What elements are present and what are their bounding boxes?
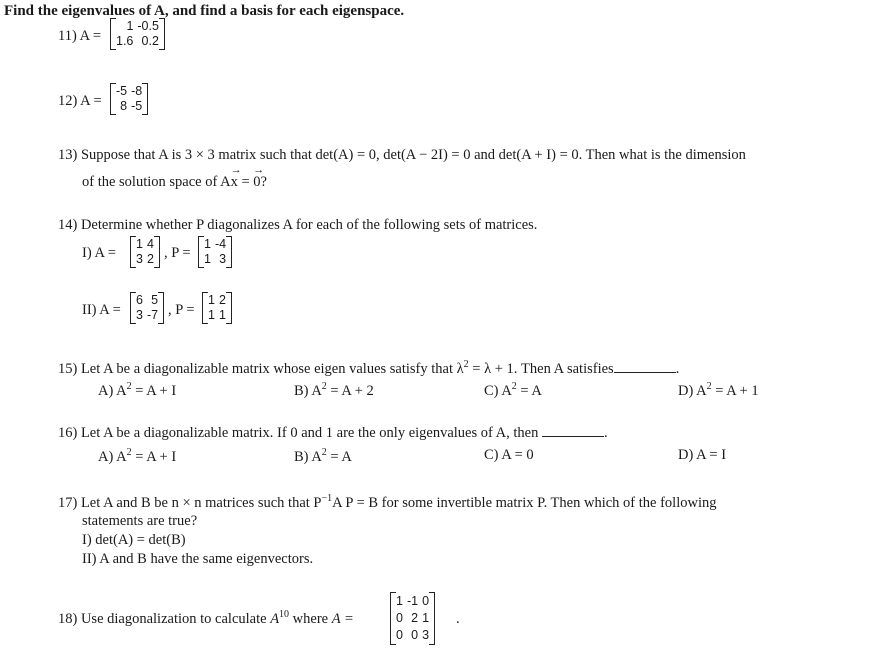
matrix-entry: -1 — [406, 594, 419, 608]
q15-stem: 15) Let A be a diagonalizable matrix whose eigen values satisfy that $\lambda^2 = \lambda + 1$. Then A satisfies . — [58, 359, 680, 377]
q15-d-pre: D) A — [678, 383, 707, 399]
matrix-entry: 3 — [219, 252, 227, 266]
matrix-entry: 1 — [208, 308, 215, 322]
matrix-entry: -7 — [146, 308, 159, 322]
q15-c-exp: 2 — [511, 381, 517, 392]
q15-d-post: = A + 1 — [711, 383, 759, 399]
q15-option-c[interactable] — [484, 382, 542, 399]
q15-option-a[interactable] — [98, 382, 176, 399]
q15-stem-b: = λ + 1. Then A satisfies — [468, 361, 614, 377]
q18-stem-b: where — [289, 611, 332, 627]
q17-line2: statements are true? — [82, 513, 198, 529]
q13-question-mark: ? — [260, 174, 267, 190]
q14-ii-p-label: , P = — [168, 302, 195, 318]
q15-stem-a: 15) Let A be a diagonalizable matrix whose eigen values satisfy that λ — [58, 361, 464, 377]
q16-b-post: = A — [326, 449, 352, 465]
q17-statement-1: I) det(A) = det(B) — [82, 532, 186, 548]
q15-b-post: = A + 2 — [326, 383, 374, 399]
matrix-entry: 2 — [146, 252, 154, 266]
matrix-entry: 1 — [126, 19, 134, 33]
q13-line2 — [82, 175, 267, 190]
matrix-entry: -5 — [116, 84, 128, 98]
q18-period: . — [456, 611, 460, 627]
q12-label: 12) A = — [58, 93, 102, 109]
matrix-entry: 1 — [204, 237, 211, 251]
q17-statement-2: II) A and B have the same eigenvectors. — [82, 551, 314, 567]
q15-b-pre: B) A — [294, 383, 322, 399]
q16-option-c[interactable]: C) A = 0 — [484, 447, 534, 463]
matrix-entry: 0 — [422, 594, 430, 608]
matrix-entry: 1 — [208, 293, 215, 307]
q11-matrix — [110, 18, 165, 50]
q16-option-b[interactable] — [294, 448, 352, 465]
q13-vector-zero: → 0 — [253, 175, 260, 190]
matrix-entry: 0.2 — [141, 34, 159, 48]
q16-a-exp: 2 — [126, 447, 132, 458]
q15-c-post: = A — [516, 383, 542, 399]
matrix-entry: 1 — [136, 237, 143, 251]
matrix-entry: -4 — [214, 237, 227, 251]
matrix-entry: 1 — [218, 308, 226, 322]
q17-inverse-exp: −1 — [321, 493, 333, 504]
matrix-entry: 3 — [136, 252, 143, 266]
matrix-entry: 8 — [120, 99, 128, 113]
q13-line2-prefix: of the solution space of A — [82, 174, 231, 190]
matrix-entry: 1 — [396, 594, 403, 608]
q18-stem — [58, 610, 354, 627]
q15-exponent: 2 — [463, 359, 469, 370]
q13-line1: 13) Suppose that A is 3 × 3 matrix such that det(A) = 0, det(A − 2I) = 0 and det(A + I) = 0. Then what is the dimension — [58, 147, 746, 163]
q13-vector-x: → x — [231, 175, 238, 190]
matrix-entry: 2 — [411, 611, 419, 625]
q16-b-pre: B) A — [294, 449, 322, 465]
q15-option-d[interactable] — [678, 382, 759, 399]
matrix-entry: -8 — [131, 84, 143, 98]
matrix-entry: 3 — [422, 628, 430, 642]
q15-option-b[interactable] — [294, 382, 374, 399]
matrix-entry: 2 — [218, 293, 226, 307]
q16-stem: 16) Let A be a diagonalizable matrix. If 0 and 1 are the only eigenvalues of A, then . — [58, 425, 608, 441]
q15-a-pre: A) A — [98, 383, 127, 399]
q17-stem-b: A P = B for some invertible matrix P. Then which of the following — [332, 495, 717, 511]
q15-a-post: = A + I — [131, 383, 177, 399]
matrix-entry: 0 — [411, 628, 419, 642]
matrix-entry: 0 — [396, 611, 403, 625]
q15-answer-blank — [614, 363, 676, 373]
q14-i-label: I) A = — [82, 245, 116, 261]
matrix-entry: -0.5 — [137, 19, 159, 33]
q16-option-d[interactable]: D) A = I — [678, 447, 727, 463]
q14-ii-matrix-p — [202, 292, 232, 324]
q16-b-exp: 2 — [321, 447, 327, 458]
q14-i-matrix-a — [130, 236, 160, 268]
q18-a: A — [270, 611, 280, 627]
q17-stem — [58, 494, 716, 511]
q14-ii-label: II) A = — [82, 302, 121, 318]
matrix-entry: 4 — [146, 237, 154, 251]
q16-option-a[interactable] — [98, 448, 176, 465]
q14-stem: 14) Determine whether P diagonalizes A for each of the following sets of matrices. — [58, 217, 538, 233]
q16-a-pre: A) A — [98, 449, 127, 465]
matrix-entry: 5 — [151, 293, 159, 307]
q17-stem-a: 17) Let A and B be n × n matrices such that P — [58, 495, 322, 511]
q18-exponent: 10 — [279, 609, 290, 620]
q12-matrix — [110, 83, 148, 115]
matrix-entry: 1.6 — [116, 34, 134, 48]
q15-d-exp: 2 — [706, 381, 712, 392]
q14-ii-matrix-a — [130, 292, 164, 324]
q18-a-eq: A = — [331, 611, 354, 627]
q15-b-exp: 2 — [321, 381, 327, 392]
q18-stem-a: 18) Use diagonalization to calculate — [58, 611, 271, 627]
instructions-heading: Find the eigenvalues of A, and find a basis for each eigenspace. — [4, 3, 405, 19]
matrix-entry: 3 — [136, 308, 143, 322]
q16-answer-blank — [542, 427, 604, 437]
matrix-entry: 6 — [136, 293, 143, 307]
q18-matrix — [390, 592, 435, 645]
q13-equals: = — [237, 174, 254, 190]
matrix-entry: 0 — [396, 628, 403, 642]
q14-i-matrix-p — [198, 236, 232, 268]
q11-label: 11) A = — [58, 28, 102, 44]
q14-i-p-label: , P = — [164, 245, 191, 261]
q15-c-pre: C) A — [484, 383, 512, 399]
q16-a-post: = A + I — [131, 449, 177, 465]
matrix-entry: -5 — [131, 99, 143, 113]
matrix-entry: 1 — [204, 252, 211, 266]
matrix-entry: 1 — [422, 611, 430, 625]
q15-a-exp: 2 — [126, 381, 132, 392]
q16-stem-text: 16) Let A be a diagonalizable matrix. If 0 and 1 are the only eigenvalues of A, then — [58, 425, 539, 441]
